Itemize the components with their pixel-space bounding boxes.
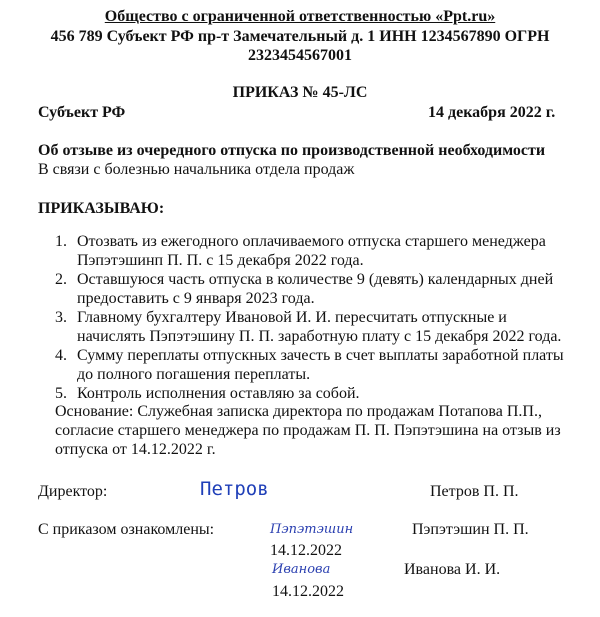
organization-name: Общество с ограниченной ответственностью «Ppt.ru»	[104, 8, 496, 25]
order-items-list	[55, 232, 585, 403]
item-text-line: предоставить с 9 января 2023 года.	[77, 290, 315, 307]
item-number: 5.	[55, 385, 67, 402]
list-item	[55, 232, 585, 270]
order-date: 14 декабря 2022 г.	[428, 104, 556, 121]
item-text-line: Главному бухгалтеру Ивановой И. И. пересчитать отпускные и	[77, 309, 507, 326]
item-number: 4.	[55, 347, 67, 364]
item-number: 3.	[55, 309, 67, 326]
accountant-signature: Иванова	[272, 562, 331, 577]
director-label: Директор:	[38, 483, 108, 500]
basis-line: отпуска от 14.12.2022 г.	[55, 441, 216, 458]
item-number: 1.	[55, 233, 67, 250]
acknowledgement-label: С приказом ознакомлены:	[38, 521, 215, 538]
item-text-line: Оставшуюся часть отпуска в количестве 9 (девять) календарных дней	[77, 271, 554, 288]
item-text-line: до полного погашения переплаты.	[77, 366, 311, 383]
employee-ack-date: 14.12.2022	[270, 542, 342, 559]
employee-name: Пэпэтэшин П. П.	[412, 521, 529, 538]
basis-line: Основание: Служебная записка директора по продажам Потапова П.П.,	[55, 403, 542, 420]
item-text-line: начислять Пэпэтэшину П. П. заработную плату с 15 декабря 2022 года.	[77, 328, 562, 345]
item-number: 2.	[55, 271, 67, 288]
organization-ogrn: 2323454567001	[248, 47, 352, 64]
list-item	[55, 270, 585, 308]
order-reason: В связи с болезнью начальника отдела продаж	[38, 161, 355, 178]
director-signature: Петров	[200, 478, 269, 500]
list-item	[55, 346, 585, 384]
item-text-line: Пэпэтэшинп П. П. с 15 декабря 2022 года.	[77, 252, 364, 269]
organization-address: 456 789 Субъект РФ пр-т Замечательный д. 1 ИНН 1234567890 ОГРН	[50, 28, 550, 45]
order-subject: Об отзыве из очередного отпуска по производственной необходимости	[38, 142, 546, 159]
item-text-line: Контроль исполнения оставляю за собой.	[77, 385, 360, 402]
list-item	[55, 384, 585, 403]
director-name: Петров П. П.	[430, 483, 519, 500]
item-text-line: Отозвать из ежегодного оплачиваемого отпуска старшего менеджера	[77, 233, 546, 250]
employee-signature: Пэпэтэшин	[270, 522, 354, 537]
decree-heading: ПРИКАЗЫВАЮ:	[38, 200, 165, 217]
accountant-ack-date: 14.12.2022	[272, 583, 344, 600]
order-title: ПРИКАЗ № 45-ЛС	[232, 84, 368, 101]
accountant-name: Иванова И. И.	[404, 561, 501, 578]
basis-line: согласие старшего менеджера по продажам П. П. Пэпэтэшина на отзыв из	[55, 422, 561, 439]
list-item	[55, 308, 585, 346]
order-place: Субъект РФ	[38, 104, 126, 121]
item-text-line: Сумму переплаты отпускных зачесть в счет выплаты заработной платы	[77, 347, 564, 364]
